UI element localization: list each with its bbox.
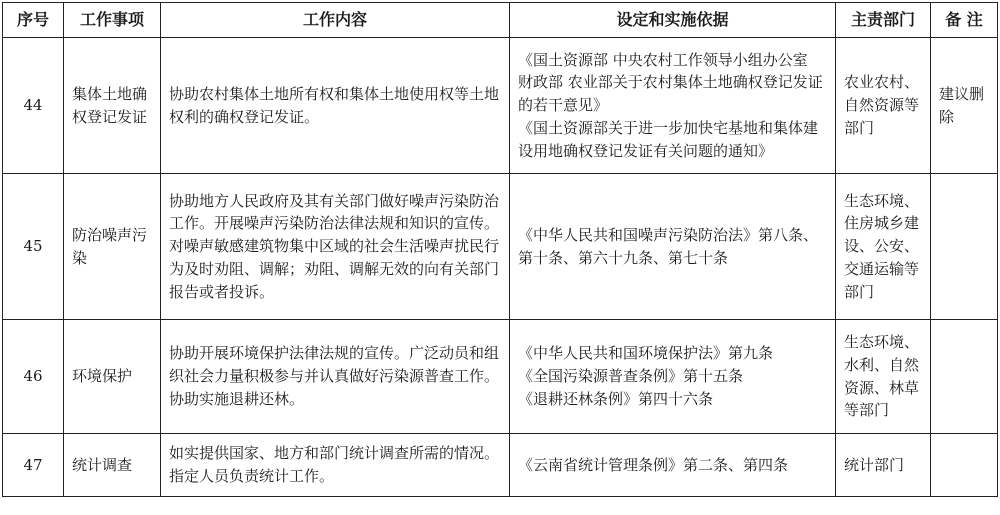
row-dept: 农业农村、自然资源等部门 <box>836 38 931 174</box>
row-item: 集体土地确权登记发证 <box>64 38 161 174</box>
row-item: 防治噪声污染 <box>64 174 161 320</box>
row-content: 协助开展环境保护法律法规的宣传。广泛动员和组织社会力量积极参与并认真做好污染源普查工作。协助实施退耕还林。 <box>161 320 510 434</box>
header-note: 备 注 <box>931 3 998 38</box>
table-row <box>3 434 998 497</box>
basis-line: 《全国污染源普查条例》第十五条 <box>518 367 744 386</box>
row-note <box>931 174 998 320</box>
row-basis <box>510 174 836 320</box>
table-header-row <box>3 3 998 38</box>
row-note: 建议删除 <box>931 38 998 174</box>
row-item: 环境保护 <box>64 320 161 434</box>
row-dept: 生态环境、水利、自然资源、林草等部门 <box>836 320 931 434</box>
row-num: 45 <box>3 174 64 320</box>
basis-line: 《中华人民共和国环境保护法》第九条 <box>518 344 774 363</box>
row-num: 46 <box>3 320 64 434</box>
table-row <box>3 320 998 434</box>
row-num: 47 <box>3 434 64 497</box>
row-item: 统计调查 <box>64 434 161 497</box>
row-basis <box>510 320 836 434</box>
row-note <box>931 434 998 497</box>
row-content: 协助地方人民政府及其有关部门做好噪声污染防治工作。开展噪声污染防治法律法规和知识的宣传。对噪声敏感建筑物集中区域的社会生活噪声扰民行为及时劝阻、调解；劝阻、调解无效的向有关部门报告或者投诉。 <box>161 174 510 320</box>
header-content: 工作内容 <box>161 3 510 38</box>
header-item: 工作事项 <box>64 3 161 38</box>
work-items-table <box>2 2 998 497</box>
table-row <box>3 38 998 174</box>
basis-line: 《国土资源部关于进一步加快宅基地和集体建设用地确权登记发证有关问题的通知》 <box>518 118 819 160</box>
header-dept: 主责部门 <box>836 3 931 38</box>
table-row <box>3 174 998 320</box>
row-content: 协助农村集体土地所有权和集体土地使用权等土地权利的确权登记发证。 <box>161 38 510 174</box>
row-basis <box>510 434 836 497</box>
row-basis <box>510 38 836 174</box>
row-num: 44 <box>3 38 64 174</box>
basis-line: 《退耕还林条例》第四十六条 <box>518 389 714 408</box>
row-dept: 生态环境、住房城乡建设、公安、交通运输等部门 <box>836 174 931 320</box>
basis-line: 《中华人民共和国噪声污染防治法》第八条、第十条、第六十九条、第七十条 <box>518 225 819 267</box>
row-dept: 统计部门 <box>836 434 931 497</box>
basis-line: 《国土资源部 中央农村工作领导小组办公室 财政部 农业部关于农村集体土地确权登记发证的若干意见》 <box>518 50 823 115</box>
header-basis: 设定和实施依据 <box>510 3 836 38</box>
header-num: 序号 <box>3 3 64 38</box>
row-note <box>931 320 998 434</box>
row-content: 如实提供国家、地方和部门统计调查所需的情况。指定人员负责统计工作。 <box>161 434 510 497</box>
basis-line: 《云南省统计管理条例》第二条、第四条 <box>518 455 789 474</box>
